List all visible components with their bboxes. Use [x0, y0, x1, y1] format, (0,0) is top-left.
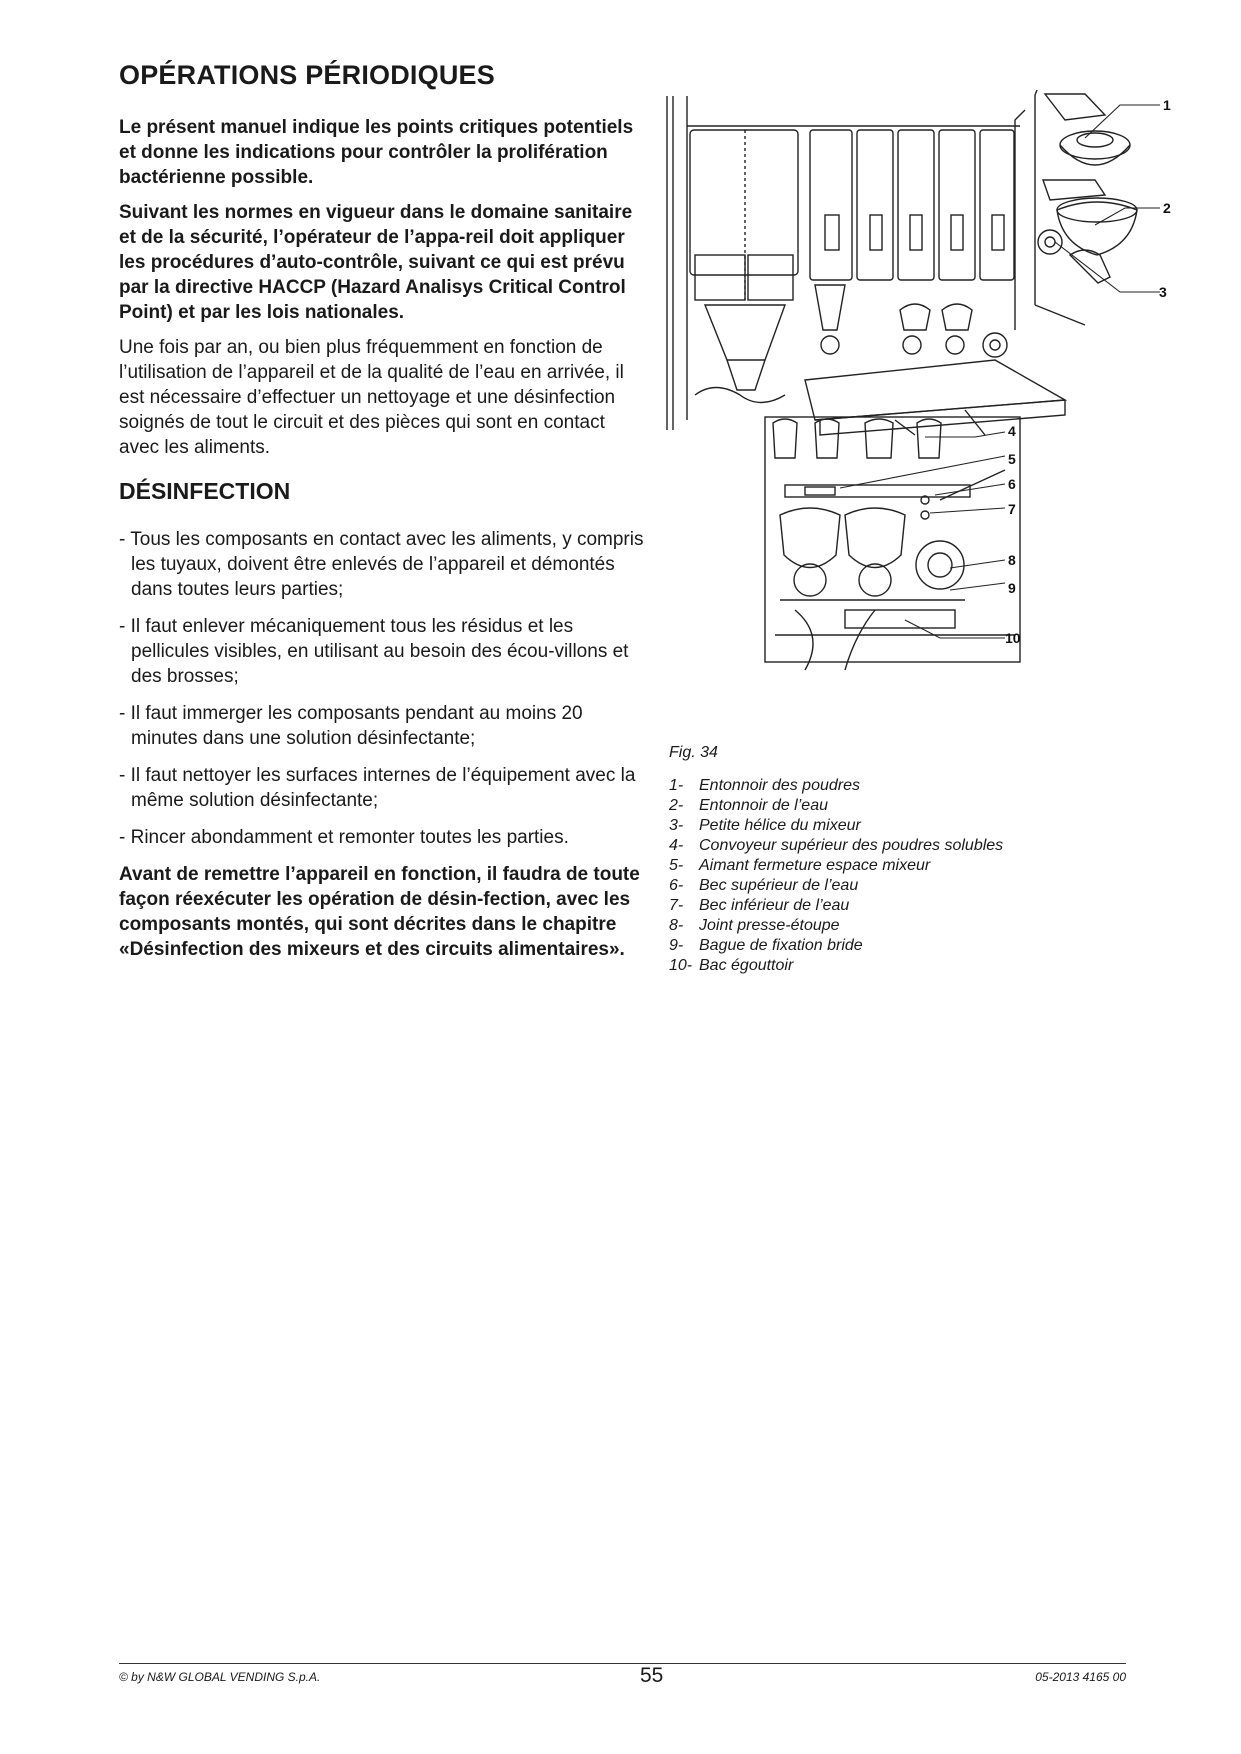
legend-item: [669, 936, 1003, 956]
legend-item: [669, 956, 1003, 976]
callout-5: 5: [1008, 451, 1016, 467]
callout-2: 2: [1163, 200, 1171, 216]
machine-diagram: [665, 90, 1205, 740]
legend-number: 6-: [669, 877, 684, 894]
legend-item: [669, 836, 1003, 856]
legend-text: Bague de fixation bride: [699, 937, 863, 954]
legend-item: [669, 796, 1003, 816]
page-title: OPÉRATIONS PÉRIODIQUES: [119, 60, 495, 90]
legend-number: 4-: [669, 837, 684, 854]
legend-item: [669, 776, 1003, 796]
legend-item: [669, 876, 1003, 896]
legend-number: 10-: [669, 957, 693, 974]
bullet-item: - Il faut immerger les composants pendant au moins 20 minutes dans une solution désinfectante;: [119, 703, 583, 749]
legend-item: [669, 916, 1003, 936]
legend-text: Bec inférieur de l’eau: [699, 897, 850, 914]
legend-text: Bec supérieur de l’eau: [699, 877, 859, 894]
legend-item: [669, 856, 1003, 876]
callout-6: 6: [1008, 476, 1016, 492]
legend-number: 1-: [669, 777, 684, 794]
document-code: 05-2013 4165 00: [1035, 1670, 1126, 1684]
callout-3: 3: [1159, 284, 1167, 300]
callout-4: 4: [1008, 423, 1016, 439]
footer-copyright: © by N&W GLOBAL VENDING S.p.A.: [119, 1670, 321, 1684]
main-text-column: [119, 60, 644, 972]
legend-text: Petite hélice du mixeur: [699, 817, 861, 834]
figure-label: Fig. 34: [669, 744, 718, 761]
legend-number: 5-: [669, 857, 684, 874]
callout-8: 8: [1008, 552, 1016, 568]
figure-legend: [669, 776, 1003, 976]
callout-7: 7: [1008, 501, 1016, 517]
machine-diagram-svg: [665, 90, 1205, 740]
intro-paragraph-1: Le présent manuel indique les points critiques potentiels et donne les indications pour contrôler la prolifération bactérienne possible.: [119, 117, 634, 188]
legend-text: Bac égouttoir: [699, 957, 794, 974]
bullet-item: - Rincer abondamment et remonter toutes les parties.: [119, 827, 569, 848]
closing-paragraph: Avant de remettre l’appareil en fonction, il faudra de toute façon réexécuter les opération de désin-fection, avec les composants montés, qui sont décrites dans le chapitre «Désinfection des mixeurs et des circuits alimentaires».: [119, 864, 640, 960]
legend-text: Entonnoir de l’eau: [699, 797, 828, 814]
upper-machine-view: [667, 96, 1065, 435]
bullet-item: - Il faut enlever mécaniquement tous les résidus et les pellicules visibles, en utilisant au besoin des écou-villons et des brosses;: [119, 616, 629, 687]
section-heading: DÉSINFECTION: [119, 478, 291, 504]
legend-number: 8-: [669, 917, 684, 934]
bullet-item: - Tous les composants en contact avec les aliments, y compris les tuyaux, doivent être enlevés de l’appareil et démontés dans toutes leurs parties;: [119, 529, 644, 600]
bullet-item: - Il faut nettoyer les surfaces internes de l’équipement avec la même solution désinfectante;: [119, 765, 636, 811]
legend-number: 3-: [669, 817, 684, 834]
legend-text: Convoyeur supérieur des poudres solubles: [699, 837, 1004, 854]
bullet-list: [119, 527, 644, 850]
legend-text: Joint presse-étoupe: [699, 917, 840, 934]
callout-10: 10: [1005, 630, 1021, 646]
legend-number: 2-: [669, 797, 684, 814]
lower-detail-view: [765, 417, 1020, 670]
page-number: 55: [640, 1664, 664, 1687]
footer-divider: [119, 1663, 1126, 1664]
intro-paragraph-3: Une fois par an, ou bien plus fréquemment en fonction de l’utilisation de l’appareil et de la qualité de l’eau en arrivée, il est nécessaire d’effectuer un nettoyage et une désinfection soignés de tout le circuit et des pièces qui sont en contact avec les aliments.: [119, 337, 624, 458]
callout-1: 1: [1163, 97, 1171, 113]
legend-text: Aimant fermeture espace mixeur: [699, 857, 931, 874]
legend-number: 9-: [669, 937, 684, 954]
exploded-parts: [1035, 90, 1137, 325]
legend-number: 7-: [669, 897, 684, 914]
legend-item: [669, 896, 1003, 916]
callout-9: 9: [1008, 580, 1016, 596]
legend-text: Entonnoir des poudres: [699, 777, 860, 794]
intro-paragraph-2: Suivant les normes en vigueur dans le domaine sanitaire et de la sécurité, l’opérateur de l’appa-reil doit appliquer les procédures d’auto-contrôle, suivant ce qui est prévu par la directive HACCP (Hazard Analisys Critical Control Point) et par les lois nationales.: [119, 202, 633, 323]
legend-item: [669, 816, 1003, 836]
